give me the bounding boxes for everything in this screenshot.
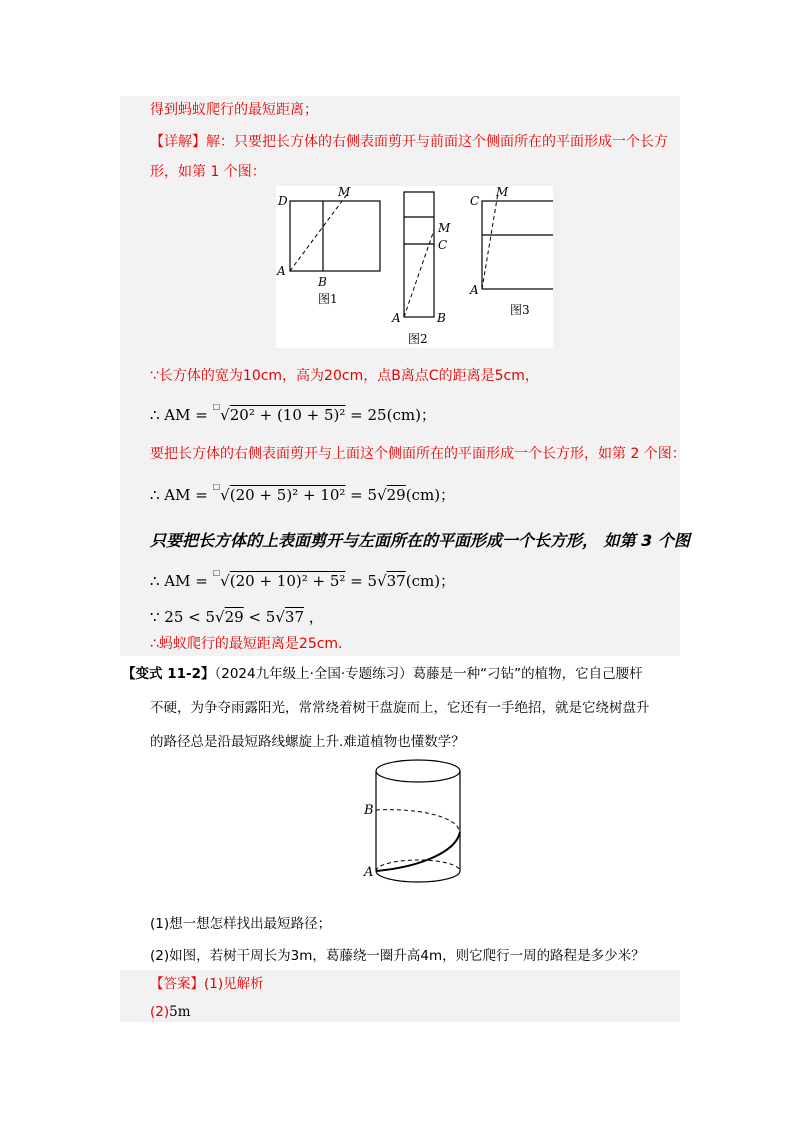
answer-1: (1)见解析 xyxy=(204,976,264,992)
compare-pre: ∵ 25 < 5 xyxy=(150,608,216,626)
unfolding-figures-svg xyxy=(276,186,553,348)
given-line: ∵长方体的宽为10cm，高为20cm，点B离点C的距离是5cm， xyxy=(150,368,539,384)
question-2: (2)如图，若树干周长为3m，葛藤绕一圈升高4m，则它爬行一周的路程是多少米？ xyxy=(150,948,645,964)
equation-3: ∴ AM = □√(20 + 10)² + 5² = 5√37(cm)； xyxy=(150,568,456,590)
unfolding-figures xyxy=(276,186,553,348)
detail-tag: 【详解】 xyxy=(150,134,206,150)
eq2-unit: (cm)； xyxy=(405,486,456,504)
eq3-radicand-2: 37 xyxy=(386,572,406,590)
fig2-label-b: B xyxy=(437,311,446,325)
eq1-index: □ xyxy=(212,402,221,411)
fig1-caption: 图1 xyxy=(318,292,338,306)
fig3-caption: 图3 xyxy=(510,303,530,317)
problem-source: （2024九年级上·全国·专题练习） xyxy=(214,666,413,682)
figure-3 xyxy=(469,186,553,317)
fig1-label-d: D xyxy=(278,194,288,208)
comparison: ∵ 25 < 5√29 < 5√37 ， xyxy=(150,608,324,626)
fig1-label-b: B xyxy=(318,275,327,289)
analysis-line-1: 得到蚂蚁爬行的最短距离； xyxy=(150,102,318,118)
fig1-label-m: M xyxy=(338,186,351,199)
compare-mid: < 5 xyxy=(243,608,276,626)
answer-line-2 xyxy=(150,1002,191,1022)
fig2-label-m: M xyxy=(438,221,451,235)
equation-1: ∴ AM = □√20² + (10 + 5)² = 25(cm)； xyxy=(150,402,436,424)
compare-post: ， xyxy=(304,608,324,626)
eq1-lhs: ∴ AM = xyxy=(150,406,213,424)
case-2-line: 要把长方体的右侧表面剪开与上面这个侧面所在的平面形成一个长方形，如第 2 个图： xyxy=(150,446,686,462)
eq3-index: □ xyxy=(212,568,221,577)
eq2-radicand-2: 29 xyxy=(386,486,406,504)
answer-line-1 xyxy=(150,974,264,994)
figure-1 xyxy=(276,186,380,306)
problem-line-1 xyxy=(122,664,643,684)
fig2-label-a: A xyxy=(392,311,401,325)
eq2-rhs: = 5 xyxy=(345,486,378,504)
cylinder-figure xyxy=(360,752,476,890)
fig1-label-a: A xyxy=(277,264,286,278)
question-1: (1)想一想怎样找出最短路径； xyxy=(150,916,332,932)
detail-line-2: 形，如第 1 个图： xyxy=(150,164,266,180)
problem-text-1: 葛藤是一种“刁钻”的植物，它自己腰杆 xyxy=(412,666,643,682)
fig3-label-m: M xyxy=(496,186,509,199)
eq2-radicand: (20 + 5)² + 10² xyxy=(229,486,346,504)
problem-line-3: 的路径总是沿最短路线螺旋上升.难道植物也懂数学？ xyxy=(150,734,465,750)
fig3-label-c: C xyxy=(470,194,480,208)
case-3-line: 只要把长方体的上表面剪开与左面所在的平面形成一个长方形， 如第 3 个图 xyxy=(150,531,690,550)
problem-tag: 【变式 11-2】 xyxy=(122,666,215,682)
eq1-radicand: 20² + (10 + 5)² xyxy=(229,406,346,424)
fig2-label-c: C xyxy=(438,238,448,252)
figure-2 xyxy=(391,192,451,346)
eq2-lhs: ∴ AM = xyxy=(150,486,213,504)
cylinder-label-a: A xyxy=(364,865,374,880)
eq3-lhs: ∴ AM = xyxy=(150,572,213,590)
fig3-label-a: A xyxy=(470,283,479,297)
conclusion-line: ∴蚂蚁爬行的最短距离是25cm. xyxy=(150,636,343,652)
detail-text: 解：只要把长方体的右侧表面剪开与前面这个侧面所在的平面形成一个长方 xyxy=(206,134,668,150)
equation-2: ∴ AM = □√(20 + 5)² + 10² = 5√29(cm)； xyxy=(150,482,456,504)
detail-line xyxy=(150,132,668,152)
eq3-rhs: = 5 xyxy=(345,572,378,590)
compare-rad-2: 37 xyxy=(284,608,305,626)
answer-2-label: (2) xyxy=(150,1004,170,1020)
eq1-rhs: = 25(cm)； xyxy=(345,406,436,424)
problem-line-2: 不硬，为争夺雨露阳光，常常绕着树干盘旋而上，它还有一手绝招，就是它绕树盘升 xyxy=(150,700,650,716)
answer-2-value: 5m xyxy=(169,1004,191,1020)
eq3-radicand: (20 + 10)² + 5² xyxy=(229,572,346,590)
compare-rad-1: 29 xyxy=(224,608,244,626)
answer-tag: 【答案】 xyxy=(150,976,204,992)
cylinder-label-b: B xyxy=(364,803,374,818)
eq3-unit: (cm)； xyxy=(405,572,456,590)
fig2-caption: 图2 xyxy=(408,332,428,346)
eq2-index: □ xyxy=(212,482,221,491)
